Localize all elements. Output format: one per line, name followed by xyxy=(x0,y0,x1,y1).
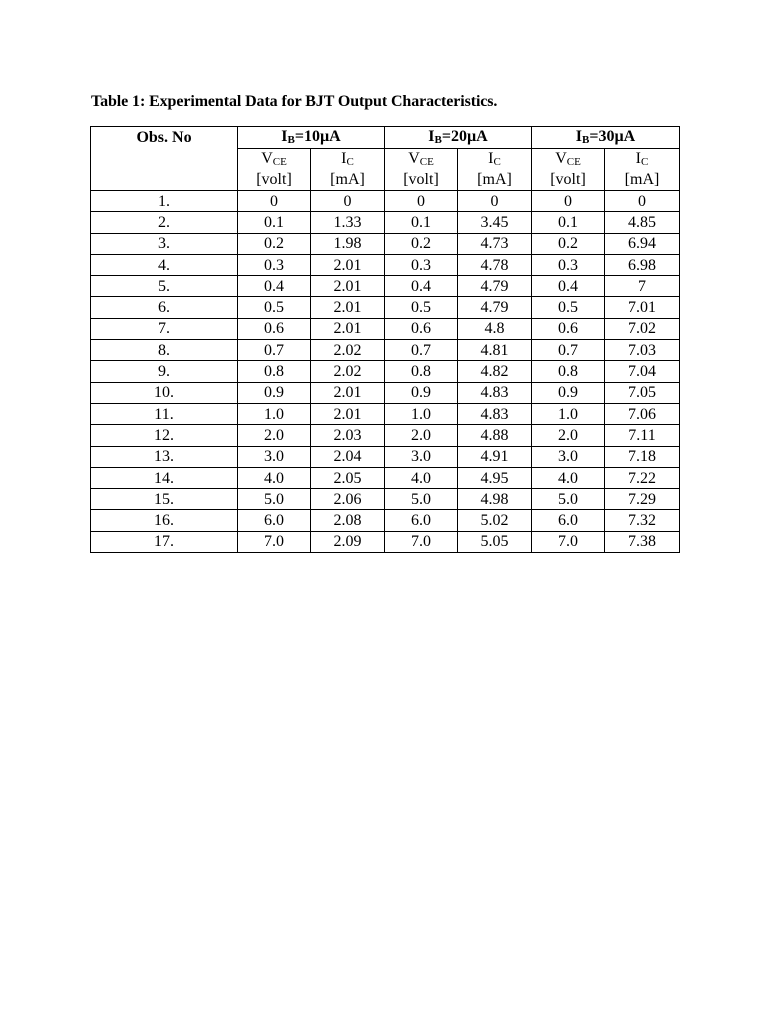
ic-header-1: IC [mA] xyxy=(311,149,385,191)
vce-cell: 0.1 xyxy=(238,212,311,233)
header-row-groups xyxy=(91,127,680,149)
vce-cell: 6.0 xyxy=(385,510,458,531)
table-row xyxy=(91,340,680,361)
vce-cell: 2.0 xyxy=(238,425,311,446)
ic-cell: 2.08 xyxy=(311,510,385,531)
obs-no-cell: 6. xyxy=(91,297,238,318)
ic-cell: 7.01 xyxy=(605,297,680,318)
vce-cell: 1.0 xyxy=(532,403,605,424)
vce-cell: 0.7 xyxy=(238,340,311,361)
ic-cell: 2.02 xyxy=(311,361,385,382)
vce-cell: 6.0 xyxy=(532,510,605,531)
ic-cell: 7.06 xyxy=(605,403,680,424)
vce-cell: 3.0 xyxy=(238,446,311,467)
ic-cell: 4.88 xyxy=(458,425,532,446)
ic-cell: 7.05 xyxy=(605,382,680,403)
vce-cell: 0 xyxy=(385,191,458,212)
vce-cell: 0.5 xyxy=(532,297,605,318)
ic-cell: 4.83 xyxy=(458,382,532,403)
table-row xyxy=(91,467,680,488)
vce-cell: 0.4 xyxy=(238,276,311,297)
obs-no-cell: 15. xyxy=(91,489,238,510)
obs-no-cell: 8. xyxy=(91,340,238,361)
obs-no-cell: 7. xyxy=(91,318,238,339)
vce-cell: 0.2 xyxy=(532,233,605,254)
ic-cell: 4.85 xyxy=(605,212,680,233)
ic-cell: 0 xyxy=(605,191,680,212)
vce-cell: 4.0 xyxy=(238,467,311,488)
ic-cell: 5.05 xyxy=(458,531,532,552)
ic-cell: 7.38 xyxy=(605,531,680,552)
obs-no-cell: 13. xyxy=(91,446,238,467)
vce-cell: 4.0 xyxy=(532,467,605,488)
obs-no-cell: 4. xyxy=(91,254,238,275)
table-row xyxy=(91,361,680,382)
obs-no-cell: 5. xyxy=(91,276,238,297)
obs-no-cell: 14. xyxy=(91,467,238,488)
group-header-ib-30: IB=30µA xyxy=(532,127,680,149)
obs-no-cell: 1. xyxy=(91,191,238,212)
obs-no-header: Obs. No xyxy=(91,127,238,191)
obs-no-cell: 9. xyxy=(91,361,238,382)
obs-no-cell: 17. xyxy=(91,531,238,552)
ic-cell: 2.03 xyxy=(311,425,385,446)
ic-cell: 0 xyxy=(458,191,532,212)
table-row xyxy=(91,489,680,510)
obs-no-cell: 11. xyxy=(91,403,238,424)
vce-cell: 0.9 xyxy=(238,382,311,403)
vce-header-1: VCE [volt] xyxy=(238,149,311,191)
ic-cell: 2.04 xyxy=(311,446,385,467)
ic-cell: 7.22 xyxy=(605,467,680,488)
obs-no-cell: 3. xyxy=(91,233,238,254)
vce-cell: 0.6 xyxy=(385,318,458,339)
vce-header-2: VCE [volt] xyxy=(385,149,458,191)
vce-cell: 0.9 xyxy=(385,382,458,403)
ic-cell: 7.02 xyxy=(605,318,680,339)
ic-cell: 7.18 xyxy=(605,446,680,467)
ic-cell: 2.01 xyxy=(311,254,385,275)
vce-cell: 0.9 xyxy=(532,382,605,403)
vce-cell: 5.0 xyxy=(385,489,458,510)
group-header-ib-20: IB=20µA xyxy=(385,127,532,149)
table-row xyxy=(91,191,680,212)
vce-cell: 3.0 xyxy=(532,446,605,467)
vce-cell: 0.6 xyxy=(532,318,605,339)
ic-cell: 4.82 xyxy=(458,361,532,382)
table-caption: Table 1: Experimental Data for BJT Output Characteristics. xyxy=(91,93,498,110)
vce-header-3: VCE [volt] xyxy=(532,149,605,191)
ic-cell: 2.01 xyxy=(311,297,385,318)
vce-cell: 0.5 xyxy=(385,297,458,318)
vce-cell: 4.0 xyxy=(385,467,458,488)
ic-header-2: IC [mA] xyxy=(458,149,532,191)
table-row xyxy=(91,233,680,254)
table-row xyxy=(91,318,680,339)
ic-cell: 4.98 xyxy=(458,489,532,510)
ic-cell: 4.73 xyxy=(458,233,532,254)
ic-cell: 1.33 xyxy=(311,212,385,233)
ic-cell: 4.91 xyxy=(458,446,532,467)
vce-cell: 7.0 xyxy=(385,531,458,552)
vce-cell: 7.0 xyxy=(238,531,311,552)
ic-cell: 0 xyxy=(311,191,385,212)
table-row xyxy=(91,382,680,403)
ic-cell: 2.06 xyxy=(311,489,385,510)
ic-header-3: IC [mA] xyxy=(605,149,680,191)
ic-cell: 5.02 xyxy=(458,510,532,531)
ic-cell: 7.29 xyxy=(605,489,680,510)
table-row xyxy=(91,531,680,552)
ic-cell: 7.11 xyxy=(605,425,680,446)
table-row xyxy=(91,510,680,531)
vce-cell: 2.0 xyxy=(385,425,458,446)
vce-cell: 2.0 xyxy=(532,425,605,446)
ic-cell: 4.81 xyxy=(458,340,532,361)
vce-cell: 0.6 xyxy=(238,318,311,339)
ic-cell: 2.02 xyxy=(311,340,385,361)
vce-cell: 1.0 xyxy=(238,403,311,424)
vce-cell: 6.0 xyxy=(238,510,311,531)
ic-cell: 6.98 xyxy=(605,254,680,275)
vce-cell: 0.1 xyxy=(532,212,605,233)
obs-no-cell: 12. xyxy=(91,425,238,446)
vce-cell: 0.2 xyxy=(238,233,311,254)
vce-cell: 0.8 xyxy=(532,361,605,382)
table-row xyxy=(91,254,680,275)
ic-cell: 2.01 xyxy=(311,382,385,403)
bjt-data-table xyxy=(90,126,680,553)
vce-cell: 0.8 xyxy=(385,361,458,382)
table-row xyxy=(91,403,680,424)
vce-cell: 0.4 xyxy=(532,276,605,297)
vce-cell: 0.7 xyxy=(532,340,605,361)
ic-cell: 2.01 xyxy=(311,318,385,339)
ic-cell: 6.94 xyxy=(605,233,680,254)
group-header-ib-10: IB=10µA xyxy=(238,127,385,149)
ic-cell: 2.01 xyxy=(311,403,385,424)
ic-cell: 2.09 xyxy=(311,531,385,552)
obs-no-cell: 16. xyxy=(91,510,238,531)
ic-cell: 7.32 xyxy=(605,510,680,531)
vce-cell: 0.8 xyxy=(238,361,311,382)
vce-cell: 0.3 xyxy=(385,254,458,275)
table-row xyxy=(91,212,680,233)
vce-cell: 0 xyxy=(238,191,311,212)
vce-cell: 0 xyxy=(532,191,605,212)
vce-cell: 5.0 xyxy=(532,489,605,510)
vce-cell: 7.0 xyxy=(532,531,605,552)
ic-cell: 7.03 xyxy=(605,340,680,361)
vce-cell: 0.3 xyxy=(532,254,605,275)
table-row xyxy=(91,446,680,467)
ic-cell: 4.83 xyxy=(458,403,532,424)
table-row xyxy=(91,425,680,446)
vce-cell: 5.0 xyxy=(238,489,311,510)
ic-cell: 4.95 xyxy=(458,467,532,488)
vce-cell: 0.7 xyxy=(385,340,458,361)
ic-cell: 3.45 xyxy=(458,212,532,233)
vce-cell: 0.3 xyxy=(238,254,311,275)
ic-cell: 4.79 xyxy=(458,297,532,318)
ic-cell: 1.98 xyxy=(311,233,385,254)
ic-cell: 4.79 xyxy=(458,276,532,297)
ic-cell: 7 xyxy=(605,276,680,297)
vce-cell: 0.1 xyxy=(385,212,458,233)
vce-cell: 1.0 xyxy=(385,403,458,424)
table-row xyxy=(91,276,680,297)
obs-no-cell: 10. xyxy=(91,382,238,403)
ic-cell: 7.04 xyxy=(605,361,680,382)
ic-cell: 4.8 xyxy=(458,318,532,339)
ic-cell: 2.05 xyxy=(311,467,385,488)
table-row xyxy=(91,297,680,318)
vce-cell: 0.5 xyxy=(238,297,311,318)
vce-cell: 0.4 xyxy=(385,276,458,297)
obs-no-cell: 2. xyxy=(91,212,238,233)
ic-cell: 2.01 xyxy=(311,276,385,297)
vce-cell: 3.0 xyxy=(385,446,458,467)
ic-cell: 4.78 xyxy=(458,254,532,275)
vce-cell: 0.2 xyxy=(385,233,458,254)
